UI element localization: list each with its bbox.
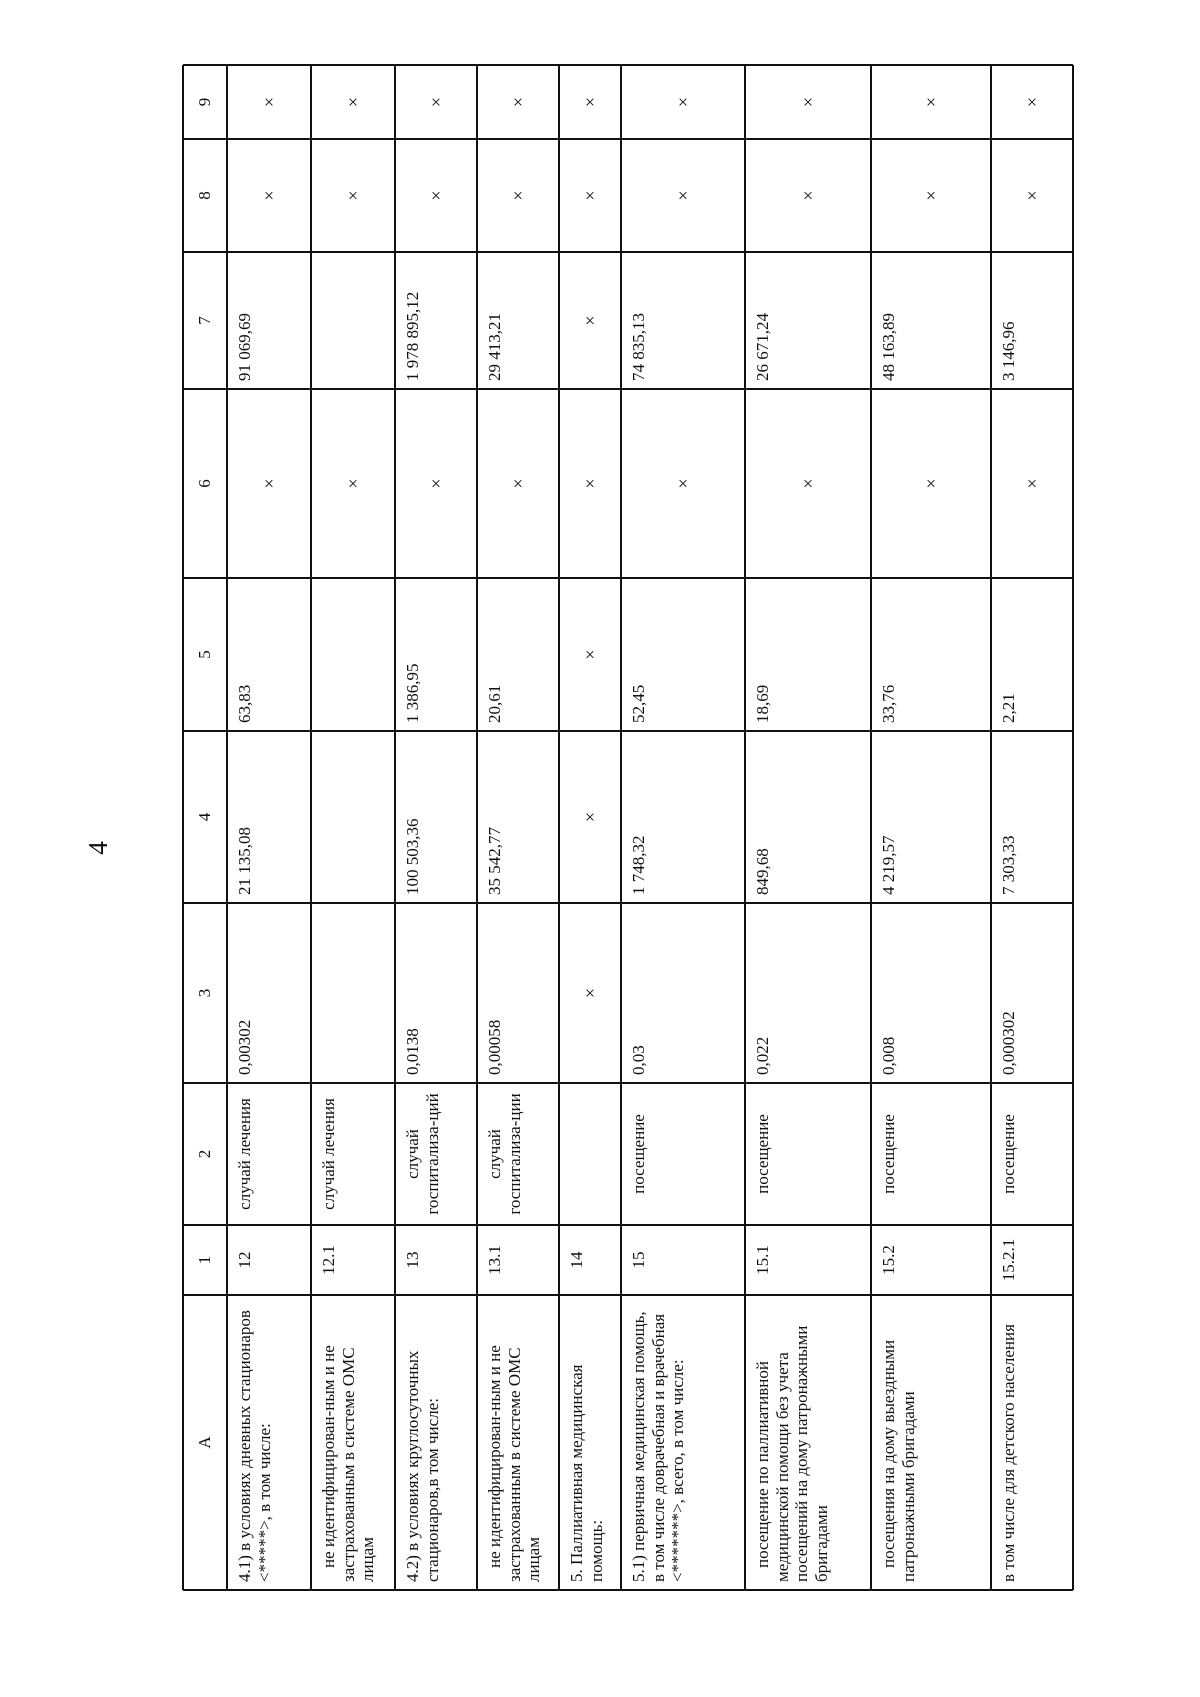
table-cell: 15.2.1 bbox=[999, 1238, 1018, 1282]
table-cell: 849,68 bbox=[753, 848, 772, 895]
table-cell: × bbox=[258, 478, 279, 489]
table-cell: × bbox=[425, 478, 446, 489]
table-cell: × bbox=[342, 478, 363, 489]
table-cell: × bbox=[920, 190, 941, 201]
column-header: 4 bbox=[195, 812, 215, 822]
table-cell: посещение bbox=[999, 1114, 1018, 1194]
table-cell: × bbox=[579, 478, 600, 489]
table-cell: × bbox=[920, 96, 941, 108]
table-cell: 18,69 bbox=[753, 684, 772, 723]
table-cell: 13 bbox=[403, 1251, 422, 1269]
table-cell: 35 542,77 bbox=[485, 827, 504, 895]
table-cell: случай госпитализа-ций bbox=[403, 1093, 442, 1215]
table-cell: случай госпитализа-ции bbox=[485, 1093, 524, 1215]
column-header: 9 bbox=[195, 97, 215, 107]
row-label: в том числе для детского населения bbox=[999, 1324, 1018, 1582]
table-cell: × bbox=[507, 96, 528, 108]
table-cell: 3 146,96 bbox=[999, 321, 1018, 381]
table-cell: 15.1 bbox=[753, 1245, 772, 1275]
table-cell: 0,022 bbox=[753, 1036, 772, 1075]
table-cell: × bbox=[1021, 190, 1042, 201]
column-header: 3 bbox=[195, 988, 215, 998]
row-label: 4.1) в условиях дневных стационаров <*****>, в том числе: bbox=[235, 1310, 274, 1582]
table-cell: 33,76 bbox=[879, 684, 898, 723]
page-number: 4 bbox=[83, 841, 113, 855]
table-cell: 4 219,57 bbox=[879, 835, 898, 895]
row-label: 5. Паллиативная медицинская помощь: bbox=[567, 1364, 606, 1582]
table-cell: × bbox=[507, 478, 528, 489]
table-cell: 12 bbox=[235, 1251, 254, 1269]
table-cell: × bbox=[920, 478, 941, 489]
table-cell: × bbox=[579, 96, 600, 108]
table-cell: × bbox=[579, 811, 600, 823]
table-cell: × bbox=[579, 315, 600, 326]
table-cell: 1 978 895,12 bbox=[403, 291, 422, 381]
table-cell bbox=[559, 1083, 621, 1225]
table-cell: 29 413,21 bbox=[485, 313, 504, 381]
table-cell: 0,03 bbox=[629, 1045, 648, 1075]
row-label: 5.1) первичная медицинская помощь, в том числе доврачебная и врачебная <*******>, всего, в том числе: bbox=[629, 1311, 688, 1582]
table-cell: 48 163,89 bbox=[879, 313, 898, 381]
table-cell: 13.1 bbox=[485, 1245, 504, 1275]
row-label: посещения на дому выездными патронажными бригадами bbox=[879, 1339, 918, 1582]
table-cell: 2,21 bbox=[999, 693, 1018, 723]
table-cell: 15.2 bbox=[879, 1245, 898, 1275]
table-cell: × bbox=[258, 96, 279, 108]
table-cell: × bbox=[797, 96, 818, 108]
table-cell: × bbox=[797, 190, 818, 201]
table-cell: × bbox=[672, 478, 693, 489]
table-cell: 74 835,13 bbox=[629, 313, 648, 381]
table-cell: × bbox=[342, 96, 363, 108]
table-cell bbox=[311, 731, 395, 903]
table-cell: × bbox=[425, 96, 446, 108]
table-cell: × bbox=[1021, 478, 1042, 489]
table-cell: × bbox=[579, 987, 600, 999]
table-cell: 26 671,24 bbox=[753, 313, 772, 381]
table-cell: × bbox=[672, 96, 693, 108]
table-cell: × bbox=[507, 190, 528, 201]
table-cell: случай лечения bbox=[235, 1098, 254, 1210]
table-cell: × bbox=[1021, 96, 1042, 108]
table-cell: 0,000302 bbox=[999, 1011, 1018, 1075]
table-cell: 0,008 bbox=[879, 1036, 898, 1075]
table-cell: × bbox=[425, 190, 446, 201]
table-cell: × bbox=[672, 190, 693, 201]
table-cell: 1 386,95 bbox=[403, 663, 422, 723]
table-cell: 20,61 bbox=[485, 684, 504, 723]
table-cell: 52,45 bbox=[629, 684, 648, 723]
column-header: 1 bbox=[195, 1255, 215, 1265]
column-header: 8 bbox=[195, 191, 215, 200]
table-cell: × bbox=[258, 190, 279, 201]
column-header: 2 bbox=[195, 1149, 215, 1159]
table-cell: 0,00058 bbox=[485, 1019, 504, 1075]
table-cell: × bbox=[579, 190, 600, 201]
row-label: не идентифицирован-ным и не застрахованным в системе ОМС лицам bbox=[485, 1345, 544, 1582]
row-label: 4.2) в условиях круглосуточных стационаров,в том числе: bbox=[403, 1350, 442, 1582]
table-cell: 91 069,69 bbox=[235, 313, 254, 381]
table-cell bbox=[311, 252, 395, 389]
table-cell: 1 748,32 bbox=[629, 835, 648, 895]
table-cell: посещение bbox=[879, 1114, 898, 1194]
column-header: 7 bbox=[195, 316, 215, 325]
table-cell: × bbox=[579, 649, 600, 660]
column-header: 6 bbox=[195, 479, 215, 488]
table-cell: 63,83 bbox=[235, 684, 254, 723]
table-cell: посещение bbox=[753, 1114, 772, 1194]
table-cell: 7 303,33 bbox=[999, 835, 1018, 895]
table-cell: 12.1 bbox=[319, 1245, 338, 1275]
table-cell: × bbox=[342, 190, 363, 201]
table-cell: 100 503,36 bbox=[403, 818, 422, 895]
row-label: не идентифицирован-ным и не застрахованным в системе ОМС лицам bbox=[319, 1345, 378, 1582]
table-cell bbox=[311, 903, 395, 1083]
table-cell: × bbox=[797, 478, 818, 489]
table-cell: 15 bbox=[629, 1251, 648, 1269]
table-cell: 0,00302 bbox=[235, 1019, 254, 1075]
column-header: 5 bbox=[195, 650, 215, 659]
table-cell: 14 bbox=[567, 1251, 586, 1269]
table-cell: посещение bbox=[629, 1114, 648, 1194]
row-label: посещение по паллиативной медицинской помощи без учета посещений на дому патронажными бригадами bbox=[753, 1325, 831, 1582]
column-header: А bbox=[195, 1436, 215, 1449]
table-cell: 0,0138 bbox=[403, 1028, 422, 1075]
data-table bbox=[183, 65, 1073, 1590]
table-cell bbox=[311, 578, 395, 731]
table-cell: 21 135,08 bbox=[235, 827, 254, 895]
table-cell: случай лечения bbox=[319, 1098, 338, 1210]
